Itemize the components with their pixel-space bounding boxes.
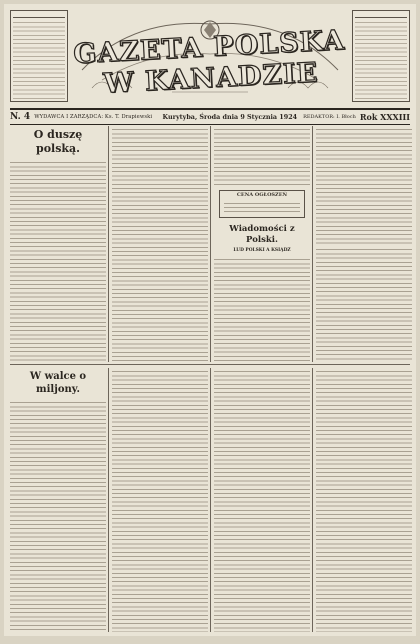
article-body-text [316, 126, 412, 244]
issue-info-bar [10, 108, 410, 125]
masthead-right-info-box [352, 10, 410, 102]
section-separator [10, 364, 410, 365]
column-rule [210, 368, 211, 632]
feuilleton-column-4 [316, 368, 412, 632]
article-body-text [10, 159, 106, 362]
subscription-price-box [219, 190, 305, 218]
feuilleton-body-text [112, 368, 208, 632]
masthead-title: GAZETA POLSKA W KANADZIE [72, 24, 346, 100]
price-box-title: CENA OGŁOSZEŃ [236, 192, 288, 198]
article-column-2 [112, 126, 208, 362]
masthead-title-art [72, 10, 348, 98]
price-box-text [224, 200, 300, 214]
article-title-w-walce: W walce o miljony. [29, 371, 87, 395]
editor-line: REDAKTOR: I. Błoch [303, 114, 356, 120]
article-column-1 [10, 126, 106, 362]
article-body-text [214, 126, 310, 186]
article-column-4 [316, 126, 412, 362]
masthead-left-info-box [10, 10, 68, 102]
feuilleton-body-text [316, 368, 412, 632]
column-rule [312, 126, 313, 362]
article-subtitle: LUD POLSKI A KSIĄDZ [233, 248, 291, 253]
publisher-line: WYDAWCA I ZARZĄDCA: Ks. T. Drapiewski [34, 114, 153, 120]
issue-year: Rok XXXIII [359, 112, 410, 122]
feuilleton-body-text [214, 368, 310, 632]
column-rule [108, 368, 109, 632]
article-body-text [214, 256, 310, 362]
feuilleton-column-2 [112, 368, 208, 632]
issue-date: Kurytyba, Środa dnia 9 Stycznia 1924 [162, 113, 298, 121]
feuilleton-column-3 [214, 368, 310, 632]
newspaper-page [4, 4, 416, 636]
feuilleton-body-text [10, 399, 106, 632]
article-title-wiadomosci: Wiadomości z Polski. [229, 224, 295, 245]
feuilleton-column-1 [10, 368, 106, 632]
column-rule [210, 126, 211, 362]
article-body-text [316, 246, 412, 362]
article-body-text [112, 126, 208, 362]
column-rule [312, 368, 313, 632]
article-title-o-dusze-polska: O duszę polską. [33, 128, 83, 155]
masthead [10, 8, 410, 106]
article-column-3 [214, 126, 310, 362]
issue-number: N. 4 [10, 112, 31, 122]
column-rule [108, 126, 109, 362]
